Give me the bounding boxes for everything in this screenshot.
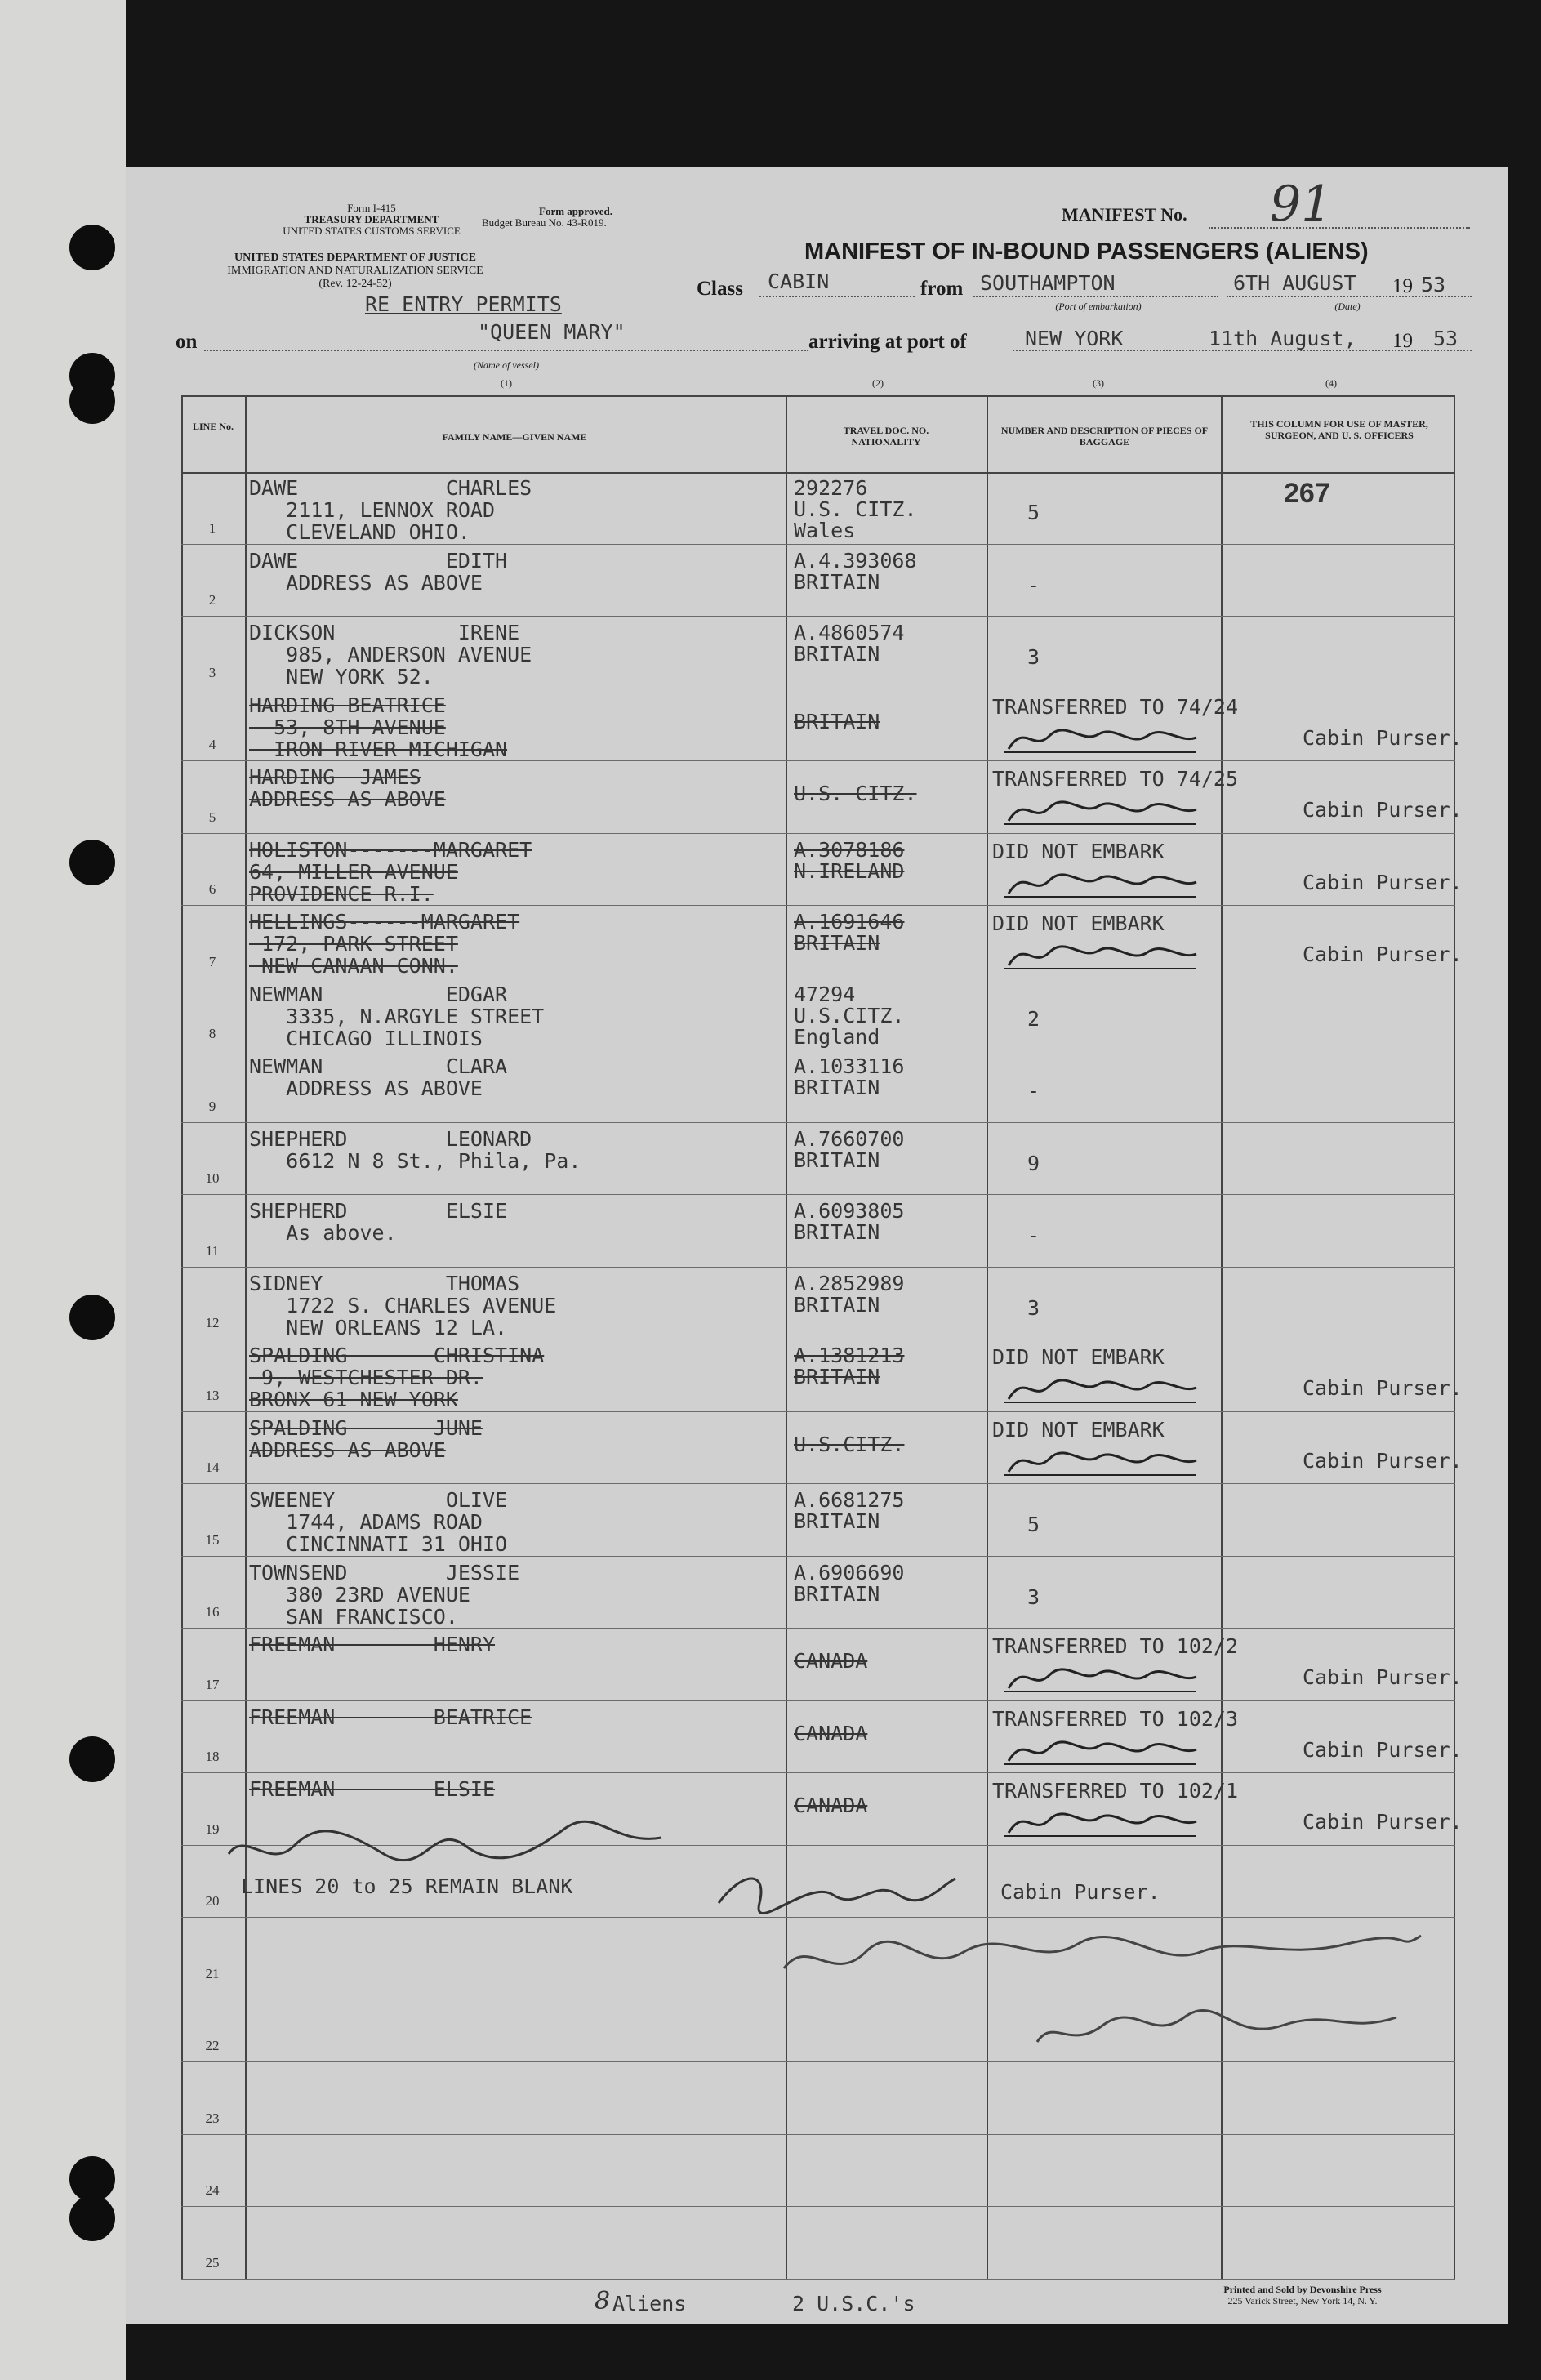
- re-entry-note: RE ENTRY PERMITS: [365, 292, 562, 316]
- travel-doc-number: A.7660700: [794, 1126, 905, 1151]
- table-top-border: [181, 395, 1455, 397]
- nationality: BRITAIN: [794, 1292, 880, 1317]
- handwritten-annotation: [220, 1797, 678, 1879]
- nationality: BRITAIN: [794, 1076, 880, 1099]
- on-label: on: [176, 331, 198, 353]
- line-number: 15: [205, 1531, 220, 1548]
- passenger-name: DICKSON IRENE: [249, 621, 520, 644]
- purser-signature: [1000, 864, 1205, 902]
- nationality: BRITAIN: [794, 569, 880, 594]
- baggage-count: 3: [1027, 1295, 1040, 1320]
- col-divider-line: [245, 395, 247, 2280]
- status-note: TRANSFERRED TO 74/25: [992, 767, 1239, 791]
- cabin-purser-label: Cabin Purser.: [1303, 1737, 1463, 1762]
- purser-signature: [1000, 1732, 1205, 1769]
- table-header-border: [181, 472, 1455, 474]
- passenger-address: 380 23RD AVENUE: [249, 1582, 470, 1607]
- manifest-number: 91: [1270, 176, 1333, 233]
- line-number: 3: [208, 664, 216, 680]
- aliens-count: 8: [595, 2287, 611, 2315]
- passenger-name: TOWNSEND JESSIE: [249, 1560, 520, 1584]
- cabin-purser-label: Cabin Purser.: [1303, 1448, 1463, 1473]
- from-label: from: [920, 278, 964, 300]
- passenger-address: 1744, ADAMS ROAD: [249, 1510, 483, 1534]
- status-note: TRANSFERRED TO 74/24: [992, 694, 1239, 719]
- travel-doc-number: A.2852989: [794, 1271, 905, 1295]
- vessel-name: "QUEEN MARY": [478, 320, 626, 344]
- status-note: DID NOT EMBARK: [992, 839, 1165, 863]
- nationality: U.S.CITZ.: [794, 1003, 905, 1027]
- travel-doc-number: A.4860574: [794, 621, 905, 644]
- nationality: U.S. CITZ.: [794, 497, 917, 521]
- passenger-address: 1722 S. CHARLES AVENUE: [249, 1293, 557, 1317]
- col-header-line: LINE No.: [192, 421, 234, 432]
- passenger-address: --IRON RIVER MICHIGAN: [249, 737, 508, 761]
- passenger-name: FREEMAN HENRY: [249, 1633, 496, 1656]
- baggage-count: 9: [1027, 1151, 1040, 1175]
- line-number: 20: [205, 1893, 220, 1909]
- passenger-address: NEW CANAAN CONN.: [249, 954, 458, 978]
- year-prefix: 19: [1392, 275, 1413, 297]
- cabin-purser-label: Cabin Purser.: [1303, 1665, 1463, 1689]
- purser-signature: [1000, 1659, 1205, 1696]
- line-number: 9: [208, 1098, 216, 1114]
- passenger-address: ADDRESS AS ABOVE: [249, 1437, 446, 1462]
- line-number: 1: [208, 519, 216, 536]
- class-line: [759, 296, 915, 297]
- status-note: DID NOT EMBARK: [992, 1345, 1165, 1369]
- passenger-address: 2111, LENNOX ROAD: [249, 498, 496, 522]
- line-number: 10: [205, 1170, 220, 1186]
- departure-date: 6TH AUGUST: [1233, 271, 1356, 295]
- passenger-name: SIDNEY THOMAS: [249, 1271, 520, 1295]
- row-divider: [181, 1194, 1455, 1195]
- travel-doc-number: A.6093805: [794, 1199, 905, 1223]
- passenger-name: FREEMAN BEATRICE: [249, 1705, 532, 1729]
- passenger-address: 985, ANDERSON AVENUE: [249, 643, 532, 666]
- passenger-address: --53, 8TH AVENUE: [249, 715, 446, 739]
- nationality: N.IRELAND: [794, 858, 905, 883]
- row-divider: [181, 1772, 1455, 1773]
- col-number-4: (4): [1325, 377, 1337, 389]
- purser-signature: [1000, 936, 1205, 974]
- nationality: BRITAIN: [794, 1220, 880, 1244]
- line-number: 22: [205, 2038, 220, 2053]
- passenger-name: SHEPHERD ELSIE: [249, 1199, 508, 1223]
- passenger-address: CHICAGO ILLINOIS: [249, 1026, 483, 1050]
- closing-signature: [710, 1862, 972, 1919]
- passenger-name: HELLINGS------MARGARET: [249, 910, 520, 934]
- passenger-address: -9, WESTCHESTER DR.: [249, 1366, 483, 1389]
- table-left-border: [181, 395, 183, 2280]
- col-header-baggage: NUMBER AND DESCRIPTION OF PIECES OF BAGGAGE: [1000, 425, 1209, 448]
- row-divider: [181, 616, 1455, 617]
- row-divider: [181, 1122, 1455, 1123]
- line-number: 13: [205, 1387, 220, 1403]
- passenger-address: 3335, N.ARGYLE STREET: [249, 1004, 545, 1028]
- nationality: U.S.CITZ.: [794, 1432, 905, 1456]
- cabin-purser-label: Cabin Purser.: [1303, 870, 1463, 894]
- date-caption: (Date): [1334, 301, 1361, 312]
- line-number: 11: [205, 1242, 220, 1259]
- nationality: BRITAIN: [794, 642, 880, 666]
- passenger-name: FREEMAN ELSIE: [249, 1777, 496, 1801]
- baggage-count: 5: [1027, 1513, 1040, 1536]
- arrival-year-prefix: 19: [1392, 330, 1413, 352]
- class-value: CABIN: [768, 270, 830, 293]
- nationality: CANADA: [794, 1649, 868, 1673]
- passenger-name: HARDING JAMES: [249, 765, 421, 789]
- line-number: 12: [205, 1315, 220, 1330]
- passenger-name: SPALDING JUNE: [249, 1415, 483, 1440]
- status-note: DID NOT EMBARK: [992, 1417, 1165, 1442]
- nationality: CANADA: [794, 1794, 868, 1817]
- line-number: 19: [205, 1821, 220, 1837]
- line-number: 16: [205, 1604, 220, 1620]
- baggage-count: 2: [1027, 1006, 1040, 1031]
- row-divider: [181, 1483, 1455, 1484]
- purser-signature: [1000, 720, 1205, 757]
- passenger-name: DAWE EDITH: [249, 548, 508, 573]
- port-caption: (Port of embarkation): [1055, 301, 1142, 312]
- line-number: 21: [205, 1965, 220, 1981]
- passenger-address: PROVIDENCE R.I.: [249, 881, 434, 906]
- passenger-name: NEWMAN EDGAR: [249, 982, 508, 1006]
- purser-signature: [1000, 1370, 1205, 1407]
- nationality-note: England: [794, 1024, 880, 1049]
- purser-signature: [1000, 1442, 1205, 1480]
- manifest-no-line: [1209, 227, 1470, 229]
- from-line: [973, 296, 1218, 297]
- passenger-address: CINCINNATI 31 OHIO: [249, 1532, 508, 1556]
- travel-doc-number: A.1033116: [794, 1054, 905, 1078]
- col-number-1: (1): [501, 377, 512, 389]
- passenger-address: 6612 N 8 St., Phila, Pa.: [249, 1148, 581, 1173]
- passenger-address: NEW YORK 52.: [249, 665, 434, 689]
- approval-block: Form approved. Budget Bureau No. 43-R019.: [482, 205, 613, 229]
- printer-imprint: Printed and Sold by Devonshire Press 225 Varick Street, New York 14, N. Y.: [1223, 2284, 1382, 2306]
- line-number: 17: [205, 1676, 220, 1692]
- line-number: 5: [208, 809, 216, 825]
- col-number-2: (2): [872, 377, 884, 389]
- row-divider: [181, 833, 1455, 834]
- line-number: 25: [205, 2254, 220, 2271]
- arriving-label: arriving at port of: [808, 331, 967, 353]
- passenger-address: 172, PARK STREET: [249, 932, 458, 956]
- line-number: 24: [205, 2182, 220, 2198]
- punch-hole: [69, 840, 115, 885]
- passenger-address: 64, MILLER AVENUE: [249, 859, 458, 884]
- col-header-doc: TRAVEL DOC. NO. NATIONALITY: [843, 425, 929, 448]
- handwritten-scrawl: [776, 1919, 1429, 2083]
- passenger-address: ADDRESS AS ABOVE: [249, 787, 446, 811]
- passenger-address: As above.: [249, 1221, 397, 1245]
- nationality: BRITAIN: [794, 931, 880, 955]
- usc-count: 2 U.S.C.'s: [792, 2292, 915, 2315]
- baggage-count: -: [1027, 1079, 1040, 1103]
- cabin-purser-label: Cabin Purser.: [1303, 1376, 1463, 1400]
- passenger-name: HOLISTON-------MARGARET: [249, 837, 532, 862]
- passenger-address: NEW ORLEANS 12 LA.: [249, 1315, 508, 1339]
- passenger-address: CLEVELAND OHIO.: [249, 520, 470, 544]
- nationality-note: Wales: [794, 519, 856, 542]
- vessel-caption: (Name of vessel): [474, 359, 539, 371]
- line-number: 4: [208, 737, 216, 752]
- departure-year: 53: [1421, 273, 1446, 296]
- vessel-line: [204, 350, 808, 351]
- passenger-name: SWEENEY OLIVE: [249, 1488, 508, 1512]
- travel-doc-number: A.6906690: [794, 1560, 905, 1584]
- nationality: BRITAIN: [794, 1509, 880, 1533]
- passenger-name: SHEPHERD LEONARD: [249, 1126, 532, 1151]
- travel-doc-number: A.1691646: [794, 910, 905, 934]
- line-number: 6: [208, 881, 216, 897]
- treasury-block: Form I-415 TREASURY DEPARTMENT UNITED STATES CUSTOMS SERVICE: [283, 202, 461, 237]
- passenger-name: NEWMAN CLARA: [249, 1054, 508, 1078]
- nationality: CANADA: [794, 1721, 868, 1745]
- row-divider: [181, 2134, 1455, 2135]
- nationality: U.S. CITZ.: [794, 782, 917, 805]
- passenger-address: BRONX 61 NEW YORK: [249, 1388, 458, 1411]
- punch-hole: [69, 1295, 115, 1340]
- passenger-name: HARDING BEATRICE: [249, 693, 446, 717]
- punch-hole: [69, 225, 115, 270]
- baggage-count: 3: [1027, 1584, 1040, 1609]
- status-note: TRANSFERRED TO 102/1: [992, 1779, 1239, 1803]
- cabin-purser-label: Cabin Purser.: [1303, 798, 1463, 822]
- binder-margin: [0, 0, 126, 2380]
- travel-doc-number: 292276: [794, 476, 868, 500]
- travel-doc-number: A.6681275: [794, 1488, 905, 1512]
- nationality: BRITAIN: [794, 1148, 880, 1172]
- line-number: 18: [205, 1749, 220, 1764]
- punch-hole: [69, 2195, 115, 2241]
- status-note: DID NOT EMBARK: [992, 911, 1165, 935]
- status-note: TRANSFERRED TO 102/3: [992, 1706, 1239, 1731]
- arrival-date: 11th August,: [1209, 327, 1356, 350]
- purser-signature: [1000, 1803, 1205, 1841]
- line-number: 8: [208, 1026, 216, 1041]
- nationality: BRITAIN: [794, 709, 880, 733]
- row-divider: [181, 1267, 1455, 1268]
- travel-doc-number: 47294: [794, 982, 856, 1006]
- status-note: TRANSFERRED TO 102/2: [992, 1634, 1239, 1658]
- travel-doc-number: A.1381213: [794, 1344, 905, 1367]
- punch-hole: [69, 378, 115, 424]
- col-header-officers: THIS COLUMN FOR USE OF MASTER, SURGEON, AND U. S. OFFICERS: [1250, 418, 1428, 441]
- from-port: SOUTHAMPTON: [980, 271, 1116, 295]
- line-number: 7: [208, 953, 216, 969]
- line-number: 2: [208, 592, 216, 608]
- travel-doc-number: A.4.393068: [794, 548, 917, 573]
- passenger-name: DAWE CHARLES: [249, 476, 532, 500]
- punch-hole: [69, 1736, 115, 1782]
- col-header-name: FAMILY NAME—GIVEN NAME: [442, 431, 587, 443]
- baggage-count: -: [1027, 1223, 1040, 1247]
- class-label: Class: [697, 278, 743, 300]
- passenger-name: SPALDING CHRISTINA: [249, 1344, 545, 1367]
- nationality: BRITAIN: [794, 1365, 880, 1388]
- table-right-border: [1454, 395, 1455, 2280]
- date-line: [1227, 296, 1472, 297]
- justice-block: UNITED STATES DEPARTMENT OF JUSTICE IMMIGRATION AND NATURALIZATION SERVICE (Rev. 12-24-52): [227, 252, 483, 290]
- officer-note: 267: [1284, 478, 1330, 509]
- baggage-count: 3: [1027, 645, 1040, 669]
- row-divider: [181, 1700, 1455, 1701]
- remain-blank-note: LINES 20 to 25 REMAIN BLANK: [241, 1874, 573, 1898]
- cabin-purser-label: Cabin Purser.: [1303, 943, 1463, 966]
- nationality: BRITAIN: [794, 1581, 880, 1606]
- arrival-port: NEW YORK: [1025, 327, 1124, 350]
- baggage-count: 5: [1027, 501, 1040, 524]
- cabin-purser-label: Cabin Purser.: [1303, 1810, 1463, 1834]
- closing-purser: Cabin Purser.: [1000, 1880, 1160, 1904]
- arrival-year: 53: [1433, 327, 1459, 350]
- row-divider: [181, 2206, 1455, 2207]
- manifest-no-label: MANIFEST No.: [1062, 204, 1187, 225]
- row-divider: [181, 2279, 1455, 2280]
- cabin-purser-label: Cabin Purser.: [1303, 725, 1463, 750]
- passenger-address: ADDRESS AS ABOVE: [249, 1076, 483, 1100]
- aliens-label: Aliens: [612, 2292, 687, 2315]
- line-number: 23: [205, 2110, 220, 2126]
- passenger-address: SAN FRANCISCO.: [249, 1604, 458, 1629]
- travel-doc-number: A.3078186: [794, 837, 905, 862]
- line-number: 14: [205, 1460, 220, 1475]
- page-title: MANIFEST OF IN-BOUND PASSENGERS (ALIENS): [804, 238, 1369, 265]
- purser-signature: [1000, 791, 1205, 829]
- baggage-count: -: [1027, 573, 1040, 597]
- col-number-3: (3): [1093, 377, 1104, 389]
- passenger-address: ADDRESS AS ABOVE: [249, 570, 483, 595]
